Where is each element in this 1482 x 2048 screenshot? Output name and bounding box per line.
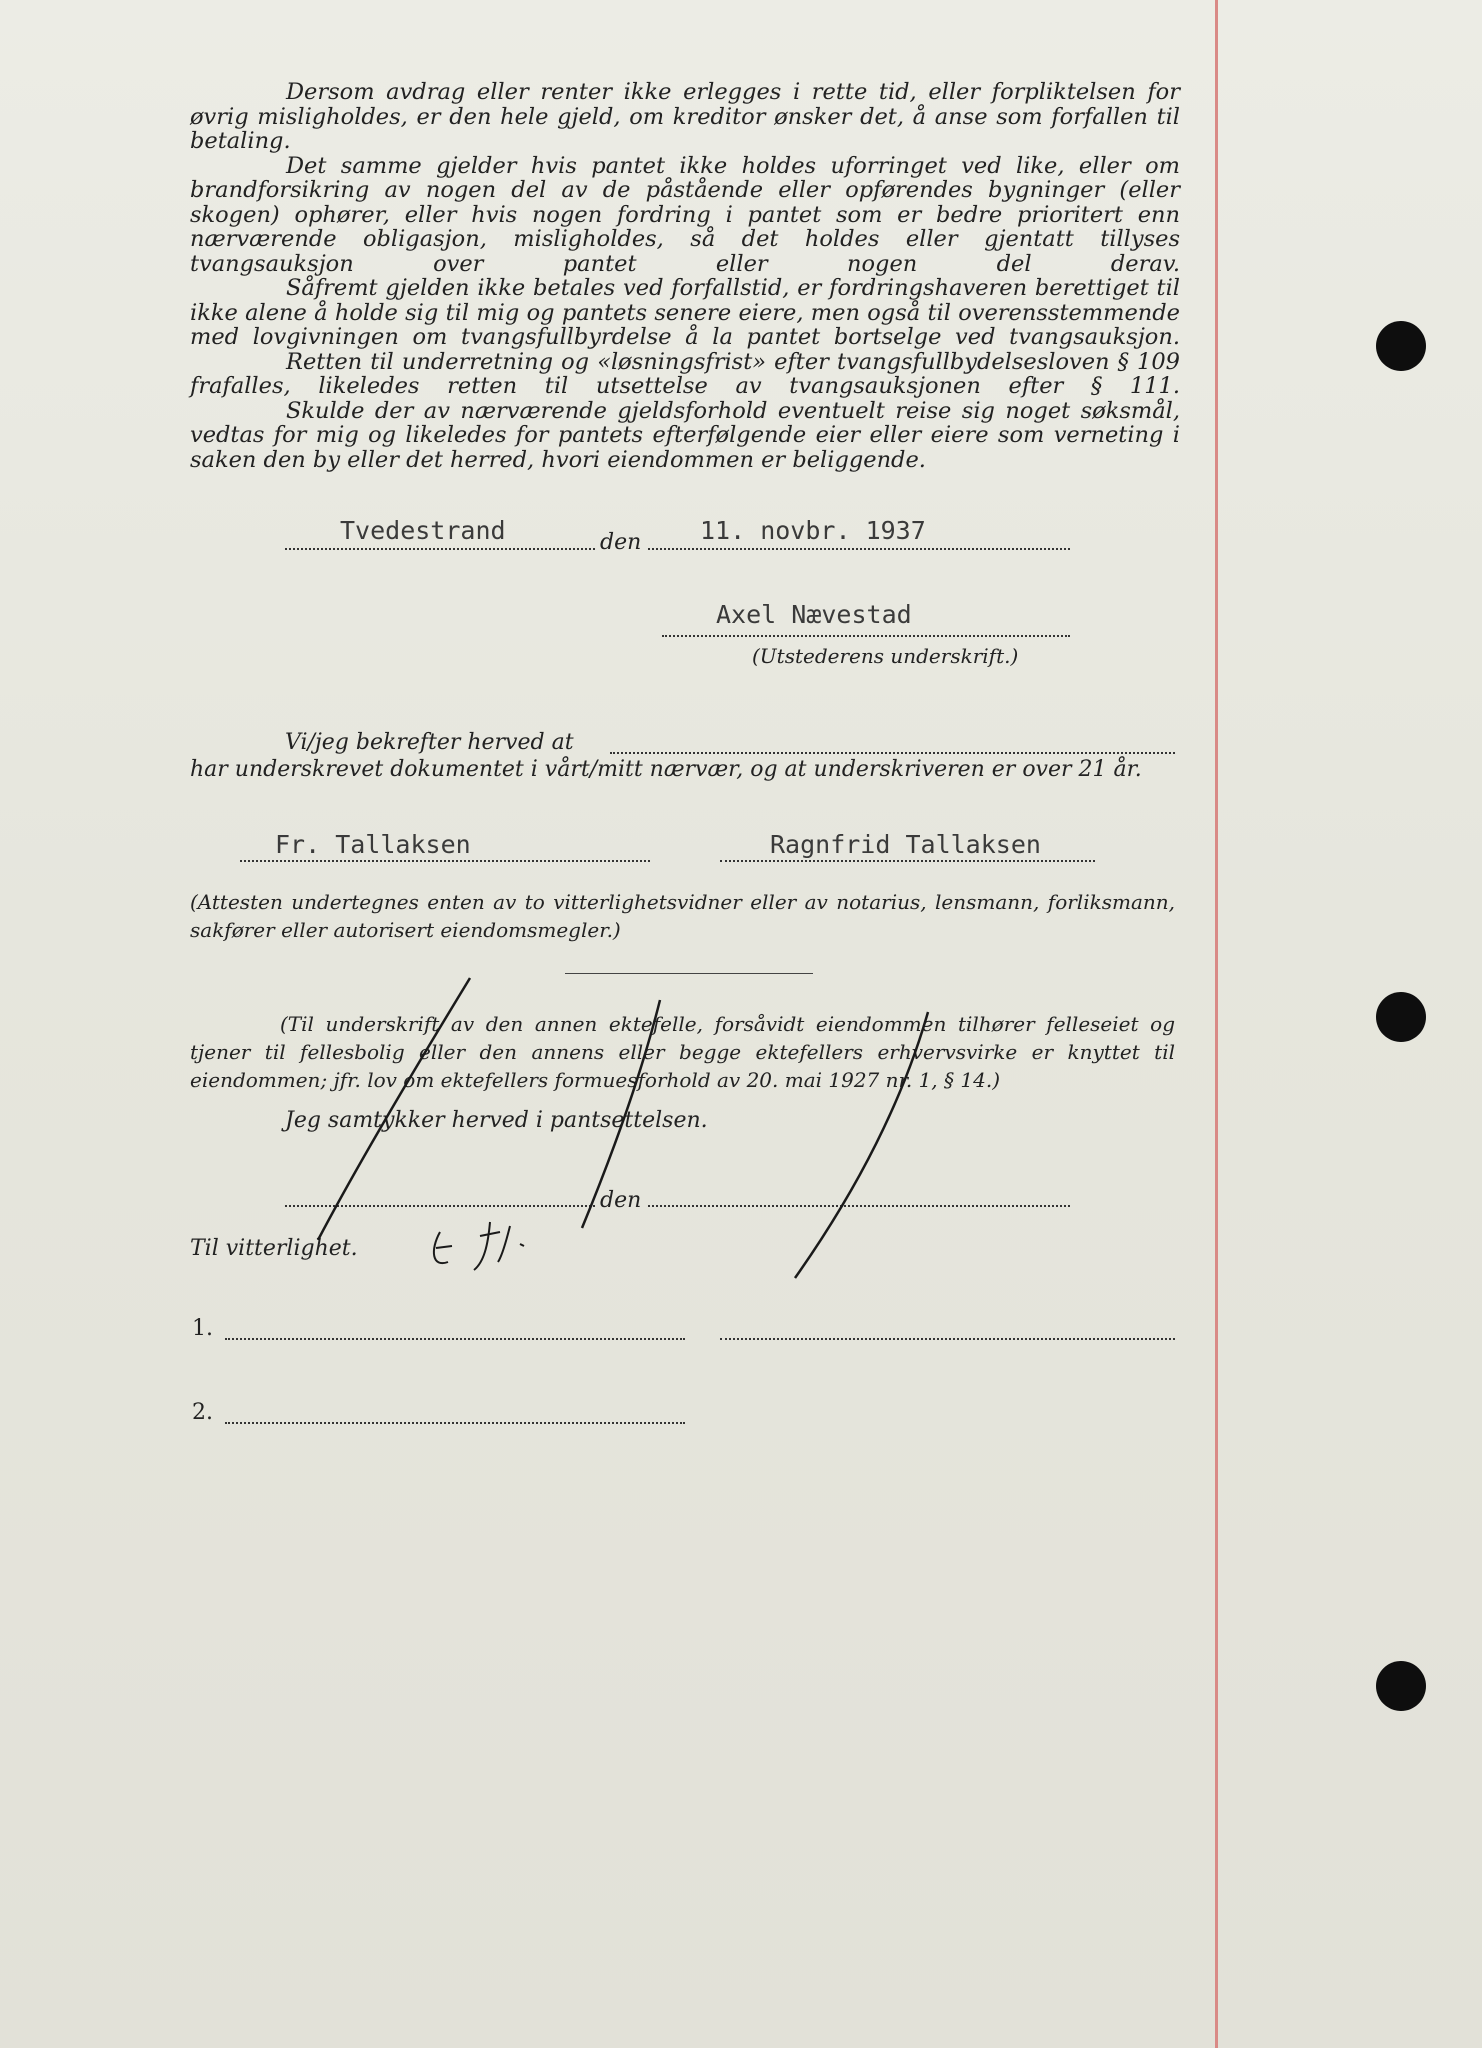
paragraph-auction: Såfremt gjelden ikke betales ved forfallstid, er fordringshaveren berettiget til ikke alene å holde sig til mig og pantets senere eiere, men også til overensstemmende med lovgivningen om tvangsfullbyrdelse å la pantet bortselge ved tvangsauksjon. [190,275,1180,350]
witness-number-2: 2. [192,1400,213,1425]
witness-second-name: Ragnfrid Tallaksen [770,830,1041,859]
consent-text: Jeg samtykker herved i pantsettelsen. [285,1108,708,1133]
witness-first-name: Fr. Tallaksen [275,830,471,859]
attest-note: (Attesten undertegnes enten av to vitterlighetsvidner eller av notarius, lensmann, forliksmann, sakfører eller autorisert eiendomsmegler.) [190,890,1175,942]
initials-mark [434,1232,452,1263]
paragraph-default: Dersom avdrag eller renter ikke erlegges i rette tid, eller forpliktelsen for øvrig misligholdes, er den hele gjeld, om kreditor ønsker det, å anse som forfallen til betaling. [190,79,1180,154]
initials-mark [474,1222,524,1270]
issuer-name: Axel Nævestad [716,600,912,629]
paragraph-venue: Skulde der av nærværende gjeldsforhold eventuelt reise sig noget søksmål, vedtas for mig og likeledes for pantets efterfølgende eier eller eiere som verneting i saken den by eller det herred, hvori eiendommen er beliggende. [190,397,1180,473]
place-text: Tvedestrand [340,516,506,545]
date-text: 11. novbr. 1937 [700,516,926,545]
spouse-note: (Til underskrift av den annen ektefelle, forsåvidt eiendommen tilhører felleseiet og tjener til fellesbolig eller den annens eller begge ektefellers erhvervsvirke er knyttet til eiendommen; jfr. lov om ektefellers formuesforhold av 20. mai 1927 nr. 1, § 14.) [190,1012,1175,1092]
witness-statement-line1: Vi/jeg bekrefter herved at [285,730,574,755]
til-vitterlighet: Til vitterlighet. [190,1236,358,1261]
witness-statement-line2: har underskrevet dokumentet i vårt/mitt nærvær, og at underskriveren er over 21 år. [190,757,1142,782]
issuer-caption: (Utstederens underskrift.) [752,644,1019,668]
paragraph-notice: Retten til underretning og «løsningsfrist» efter tvangsfullbydelsesloven § 109 frafalles, likeledes retten til utsettelse av tvangsauksjonen efter § 111. [190,348,1180,399]
spouse-den-label: den [600,1188,642,1213]
paragraph-collateral: Det samme gjelder hvis pantet ikke holdes uforringet ved like, eller om brandforsikring av nogen del av de påstående eller opførendes bygninger (eller skogen) ophører, eller hvis nogen fordring i pantet som er bedre prioritert enn nærværende obligasjon, misligholdes, så det holdes eller gjentatt tillyses tvangsauksjon over pantet eller nogen del derav. [190,152,1180,277]
witness-number-1: 1. [192,1316,213,1341]
den-label: den [600,530,642,555]
